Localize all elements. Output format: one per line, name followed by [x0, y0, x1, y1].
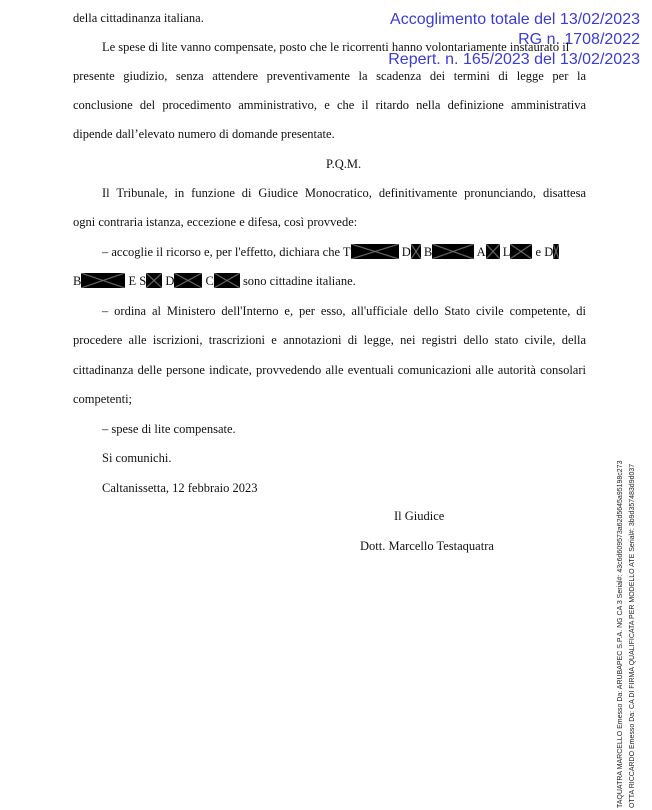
- text-line: – spese di lite compensate.: [102, 422, 236, 436]
- text-line: Si comunichi.: [102, 451, 172, 465]
- text-line: Le spese di lite vanno compensate, posto che le ricorrenti hanno volontariamente instaurato il: [102, 40, 570, 54]
- redaction-box: [486, 244, 500, 259]
- stamp-rg-number: RG n. 1708/2022: [518, 31, 640, 48]
- signature-certificate-line: TAQUATRA MARCELLO Emesso Da: ARUBAPEC S.P.A. NG CA 3 Serial#: 43c6d609573a62d5645a95198c273: [617, 460, 624, 808]
- text-line: – ordina al Ministero dell'Interno e, per esso, all'ufficiale dello Stato civile competente, di: [102, 304, 586, 318]
- judge-name: Dott. Marcello Testaquatra: [360, 539, 494, 553]
- text-line: dipende dall’elevato numero di domande presentate.: [73, 127, 335, 141]
- redaction-box: [214, 273, 240, 288]
- redaction-box: [146, 273, 162, 288]
- redaction-box: [174, 273, 202, 288]
- text-line: presente giudizio, senza attendere preventivamente la scadenza dei termini di legge per la: [73, 69, 586, 83]
- stamp-outcome: Accoglimento totale del 13/02/2023: [390, 11, 640, 28]
- text-line: competenti;: [73, 392, 133, 406]
- place-date: Caltanissetta, 12 febbraio 2023: [102, 481, 258, 495]
- redaction-box: [411, 244, 421, 259]
- text-line: procedere alle iscrizioni, trascrizioni e annotazioni di legge, nei registri dello stato civile, della: [73, 333, 586, 347]
- text-line: Il Tribunale, in funzione di Giudice Monocratico, definitivamente pronunciando, disattesa: [102, 186, 586, 200]
- judge-title: Il Giudice: [394, 509, 445, 523]
- text-line: della cittadinanza italiana.: [73, 11, 204, 25]
- section-heading-pqm: P.Q.M.: [326, 157, 362, 171]
- text-line: ogni contraria istanza, eccezione e difesa, così provvede:: [73, 215, 358, 229]
- text-line: cittadinanza delle persone indicate, provvedendo alle eventuali comunicazioni alle autorità consolari: [73, 363, 586, 377]
- text-line: conclusione del procedimento amministrativo, e che il ritardo nella definizione amministrativa: [73, 98, 586, 112]
- signature-certificate-line: OTTA RICCARDO Emesso Da: CA DI FIRMA QUALIFICATA PER MODELLO ATE Serial#: 3b9d357483d9d037: [629, 463, 636, 808]
- redaction-box: [432, 244, 474, 259]
- text-line-redacted: B E S D C sono cittadine italiane.: [73, 274, 356, 288]
- redaction-box: [351, 244, 399, 259]
- stamp-repert-number: Repert. n. 165/2023 del 13/02/2023: [388, 51, 640, 68]
- text-line-redacted: – accoglie il ricorso e, per l'effetto, dichiara che T D B A L e D: [102, 244, 559, 260]
- redaction-box: [510, 244, 532, 259]
- redaction-box: [81, 273, 125, 288]
- redaction-box: [553, 244, 559, 259]
